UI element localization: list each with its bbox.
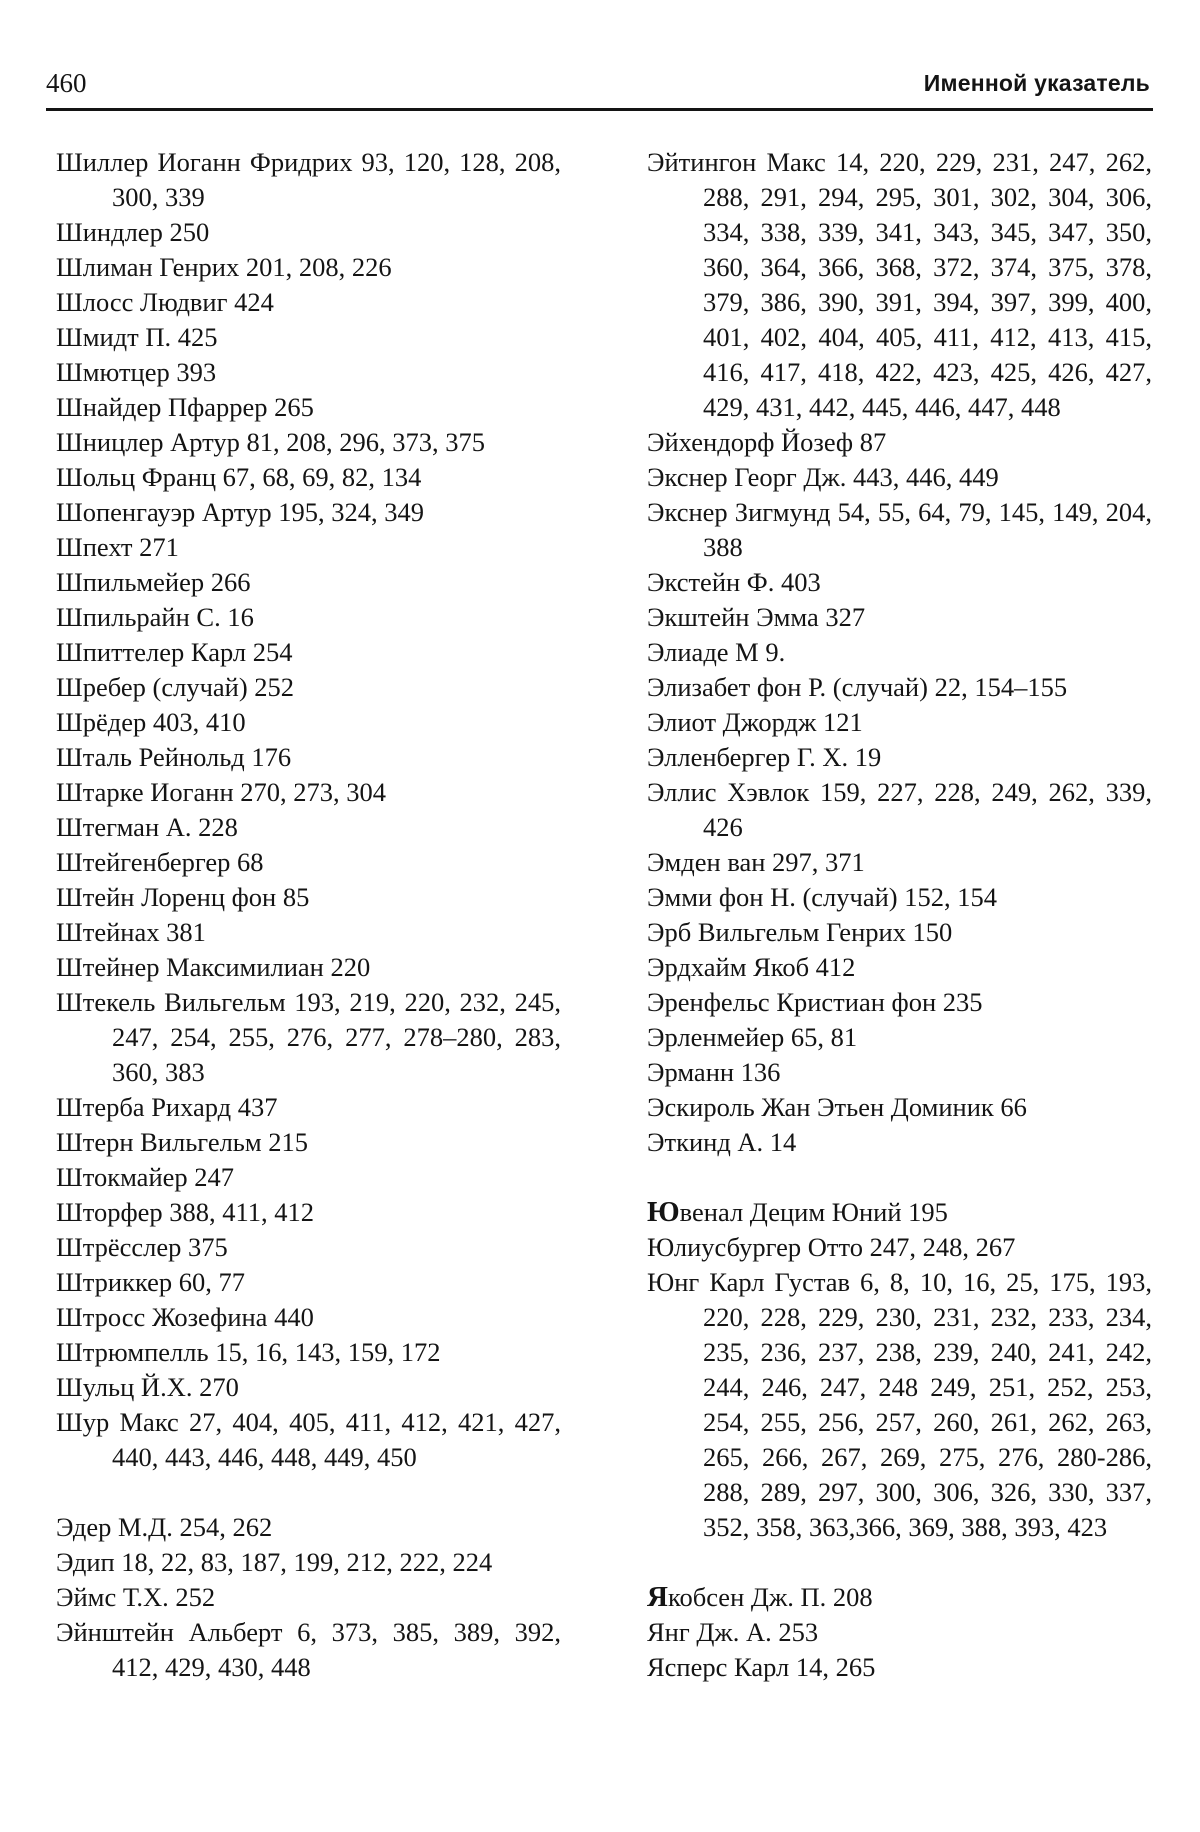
index-entry: Эткинд А. 14 [647, 1127, 797, 1157]
index-entry: Шторфер 388, 411, 412 [56, 1197, 315, 1227]
header-rule [46, 108, 1153, 111]
index-entry: Шрёдер 403, 410 [56, 707, 246, 737]
index-entry: Шиллер Иоганн Фридрих 93, 120, 128, 208, 300, 339 [56, 147, 561, 212]
index-entry: Элленбергер Г. Х. 19 [647, 742, 882, 772]
index-entry: Шпехт 271 [56, 532, 179, 562]
index-entry: Шнайдер Пфаррер 265 [56, 392, 314, 422]
index-entry: Ювенал Децим Юний 195 [647, 1196, 948, 1228]
index-entry: Шопенгауэр Артур 195, 324, 349 [56, 497, 425, 527]
index-entry: Штарке Иоганн 270, 273, 304 [56, 777, 387, 807]
index-entry: Шиндлер 250 [56, 217, 210, 247]
index-entry: Эрб Вильгельм Генрих 150 [647, 917, 953, 947]
index-entry: Эрленмейер 65, 81 [647, 1022, 858, 1052]
index-entry: Шпиттелер Карл 254 [56, 637, 293, 667]
letter-group-gap [647, 1545, 1152, 1580]
index-entry: Штейн Лоренц фон 85 [56, 882, 310, 912]
index-entry: Юнг Карл Густав 6, 8, 10, 16, 25, 175, 193, 220, 228, 229, 230, 231, 232, 233, 234, 235, 236, 237, 238, 239, 240, 241, 242, 244, 246, 247, 248 249, 251, 252, 253, 254, 255, 256, 257, 260, 261, 262, 263, 265, 266, 267, 269, 275, 276, 280-286, 288, 289, 297, 300, 306, 326, 330, 337, 352, 358, 363,366, 369, 388, 393, 423 [647, 1267, 1152, 1542]
index-entry: Штекель Вильгельм 193, 219, 220, 232, 245, 247, 254, 255, 276, 277, 278–280, 283, 360, 383 [56, 987, 561, 1087]
index-entry: Юлиусбургер Отто 247, 248, 267 [647, 1232, 1016, 1262]
index-entry: Элиот Джордж 121 [647, 707, 863, 737]
index-entry: Эллис Хэвлок 159, 227, 228, 249, 262, 339, 426 [647, 777, 1152, 842]
index-entry: Эмден ван 297, 371 [647, 847, 865, 877]
letter-group-gap [647, 1160, 1152, 1195]
index-entry: Штросс Жозефина 440 [56, 1302, 314, 1332]
index-entry: Штрюмпелль 15, 16, 143, 159, 172 [56, 1337, 441, 1367]
index-entry: Шницлер Артур 81, 208, 296, 373, 375 [56, 427, 486, 457]
index-entry: Эймс Т.Х. 252 [56, 1582, 216, 1612]
index-entry: Штокмайер 247 [56, 1162, 235, 1192]
index-column-left [56, 145, 561, 1685]
index-entry: Шольц Франц 67, 68, 69, 82, 134 [56, 462, 422, 492]
index-entry: Штейнер Максимилиан 220 [56, 952, 371, 982]
index-entry: Штейнах 381 [56, 917, 206, 947]
index-entry: Эрманн 136 [647, 1057, 781, 1087]
index-entry: Экснер Зигмунд 54, 55, 64, 79, 145, 149, 204, 388 [647, 497, 1152, 562]
index-entry: Штрёсслер 375 [56, 1232, 228, 1262]
index-entry: Эмми фон Н. (случай) 152, 154 [647, 882, 997, 912]
index-entry: Экштейн Эмма 327 [647, 602, 866, 632]
letter-initial: Ю [647, 1196, 680, 1228]
index-entry: Штриккер 60, 77 [56, 1267, 246, 1297]
index-entry: Экстейн Ф. 403 [647, 567, 821, 597]
index-entry: Шульц Й.Х. 270 [56, 1372, 239, 1402]
index-entry: Эскироль Жан Этьен Доминик 66 [647, 1092, 1027, 1122]
index-entry: Шмидт П. 425 [56, 322, 218, 352]
index-column-right [647, 145, 1152, 1685]
index-entry: Эйтингон Макс 14, 220, 229, 231, 247, 262, 288, 291, 294, 295, 301, 302, 304, 306, 334, 338, 339, 341, 343, 345, 347, 350, 360, 364, 366, 368, 372, 374, 375, 378, 379, 386, 390, 391, 394, 397, 399, 400, 401, 402, 404, 405, 411, 412, 413, 415, 416, 417, 418, 422, 423, 425, 426, 427, 429, 431, 442, 445, 446, 447, 448 [647, 147, 1152, 422]
index-entry: Штегман А. 228 [56, 812, 238, 842]
page-number: 460 [46, 68, 87, 98]
index-entry: Шмютцер 393 [56, 357, 217, 387]
index-entry: Ясперс Карл 14, 265 [647, 1652, 876, 1682]
index-entry: Шпильрайн С. 16 [56, 602, 254, 632]
running-title: Именной указатель [923, 70, 1150, 96]
index-entry: Шлосс Людвиг 424 [56, 287, 274, 317]
index-entry: Эрдхайм Якоб 412 [647, 952, 856, 982]
index-entry: Шур Макс 27, 404, 405, 411, 412, 421, 427, 440, 443, 446, 448, 449, 450 [56, 1407, 561, 1472]
index-entry: Янг Дж. А. 253 [647, 1617, 819, 1647]
index-entry: Эйхендорф Йозеф 87 [647, 427, 887, 457]
index-entry: Штейгенбергер 68 [56, 847, 264, 877]
index-entry: Штерба Рихард 437 [56, 1092, 278, 1122]
index-entry: Эдер М.Д. 254, 262 [56, 1512, 273, 1542]
index-entry: Эренфельс Кристиан фон 235 [647, 987, 983, 1017]
letter-group-gap [56, 1475, 561, 1510]
index-entry: Элиаде М 9. [647, 637, 786, 667]
index-entry: Штерн Вильгельм 215 [56, 1127, 309, 1157]
index-entry: Шлиман Генрих 201, 208, 226 [56, 252, 392, 282]
index-entry: Экснер Георг Дж. 443, 446, 449 [647, 462, 999, 492]
letter-initial: Я [647, 1581, 668, 1613]
index-entry: Шребер (случай) 252 [56, 672, 295, 702]
index-entry: Якобсен Дж. П. 208 [647, 1581, 873, 1613]
index-entry: Шталь Рейнольд 176 [56, 742, 292, 772]
index-entry: Шпильмейер 266 [56, 567, 251, 597]
index-entry: Эдип 18, 22, 83, 187, 199, 212, 222, 224 [56, 1547, 493, 1577]
index-entry: Элизабет фон Р. (случай) 22, 154–155 [647, 672, 1068, 702]
index-entry: Эйнштейн Альберт 6, 373, 385, 389, 392, 412, 429, 430, 448 [56, 1617, 561, 1682]
